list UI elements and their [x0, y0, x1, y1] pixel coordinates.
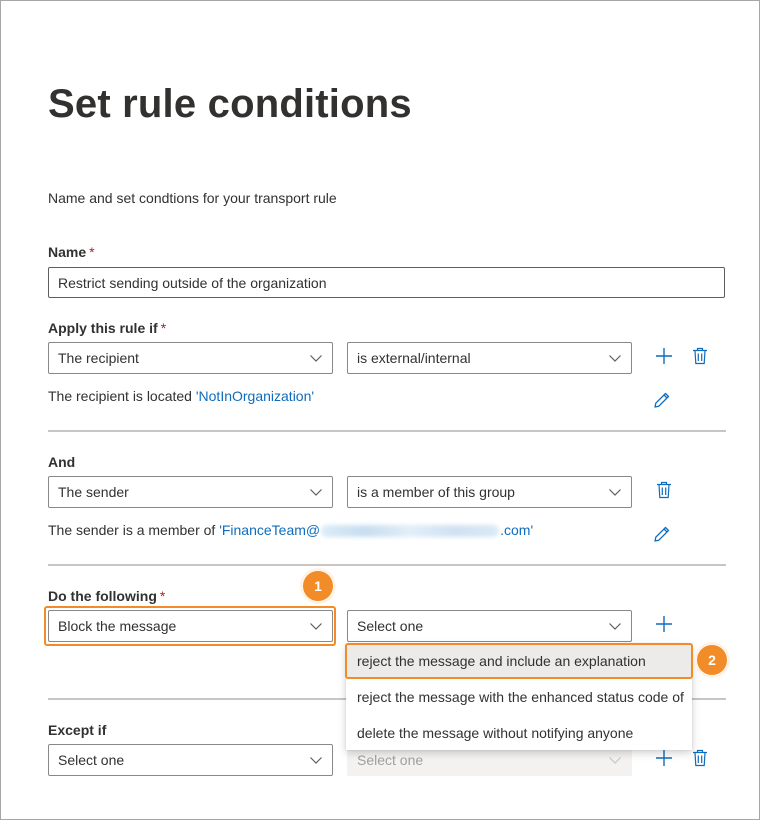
and-operator-dropdown[interactable] — [347, 476, 632, 508]
add-condition-button[interactable] — [653, 347, 675, 369]
section-divider — [48, 564, 726, 566]
apply-description-text: The recipient is located — [48, 388, 196, 404]
chevron-down-icon — [608, 485, 622, 499]
edit-apply-button[interactable] — [651, 391, 673, 413]
group-address-end: .com' — [500, 522, 534, 538]
required-marker: * — [89, 244, 95, 260]
callout-badge-1: 1 — [303, 571, 333, 601]
chevron-down-icon — [309, 619, 323, 633]
edit-and-button[interactable] — [651, 525, 673, 547]
apply-rule-label-text: Apply this rule if — [48, 320, 158, 336]
rule-name-value: Restrict sending outside of the organization — [58, 274, 327, 291]
except-if-label: Except if — [48, 722, 107, 738]
required-marker: * — [159, 588, 166, 604]
and-description-text: The sender is a member of — [48, 522, 220, 538]
add-icon — [655, 347, 673, 370]
action-value: Block the message — [58, 618, 177, 634]
and-condition-dropdown[interactable] — [48, 476, 333, 508]
apply-rule-label — [48, 320, 166, 336]
menu-item-reject-with-explanation[interactable]: reject the message and include an explanation — [346, 644, 692, 678]
edit-icon — [653, 391, 671, 414]
add-icon — [655, 749, 673, 772]
action-dropdown[interactable] — [48, 610, 333, 642]
chevron-down-icon — [309, 753, 323, 767]
do-following-label — [48, 588, 165, 604]
except-condition-dropdown[interactable] — [48, 744, 333, 776]
and-label: And — [48, 454, 76, 470]
page-title: Set rule conditions — [48, 82, 412, 126]
delete-icon — [692, 347, 708, 370]
delete-exception-button[interactable] — [689, 749, 711, 771]
apply-description-link[interactable]: 'NotInOrganization' — [195, 388, 315, 404]
redacted-domain — [321, 525, 499, 537]
delete-icon — [656, 481, 672, 504]
add-icon — [655, 615, 673, 638]
chevron-down-icon — [309, 351, 323, 365]
apply-description — [48, 388, 314, 404]
except-operator-value: Select one — [357, 752, 424, 768]
add-exception-button[interactable] — [653, 749, 675, 771]
rule-name-input[interactable] — [48, 267, 725, 298]
do-following-label-text: Do the following — [48, 588, 157, 604]
required-marker: * — [160, 320, 167, 336]
delete-condition-button[interactable] — [689, 347, 711, 369]
apply-condition-dropdown[interactable] — [48, 342, 333, 374]
chevron-down-icon — [608, 351, 622, 365]
page-subtitle: Name and set condtions for your transport rule — [48, 190, 337, 206]
delete-icon — [692, 749, 708, 772]
delete-and-button[interactable] — [653, 481, 675, 503]
apply-condition-value: The recipient — [58, 350, 139, 366]
group-address-start: 'FinanceTeam@ — [219, 522, 321, 538]
except-condition-value: Select one — [58, 752, 125, 768]
callout-badge-2: 2 — [697, 645, 727, 675]
name-label-text: Name — [48, 244, 87, 260]
add-action-button[interactable] — [653, 615, 675, 637]
sub-action-dropdown[interactable] — [347, 610, 632, 642]
edit-icon — [653, 525, 671, 548]
chevron-down-icon — [309, 485, 323, 499]
and-description — [48, 522, 533, 538]
chevron-down-icon — [608, 753, 622, 767]
menu-item-reject-with-status-code[interactable]: reject the message with the enhanced status code of — [357, 689, 684, 705]
and-operator-value: is a member of this group — [357, 484, 515, 500]
section-divider — [48, 430, 726, 432]
sub-action-value: Select one — [357, 618, 424, 634]
name-label — [48, 244, 95, 260]
and-condition-value: The sender — [58, 484, 129, 500]
callout-highlight-2 — [345, 643, 693, 679]
apply-operator-dropdown[interactable] — [347, 342, 632, 374]
chevron-up-icon — [608, 619, 622, 633]
menu-item-delete-silently[interactable]: delete the message without notifying anyone — [357, 725, 634, 741]
apply-operator-value: is external/internal — [357, 350, 471, 366]
and-description-link[interactable] — [219, 522, 533, 538]
